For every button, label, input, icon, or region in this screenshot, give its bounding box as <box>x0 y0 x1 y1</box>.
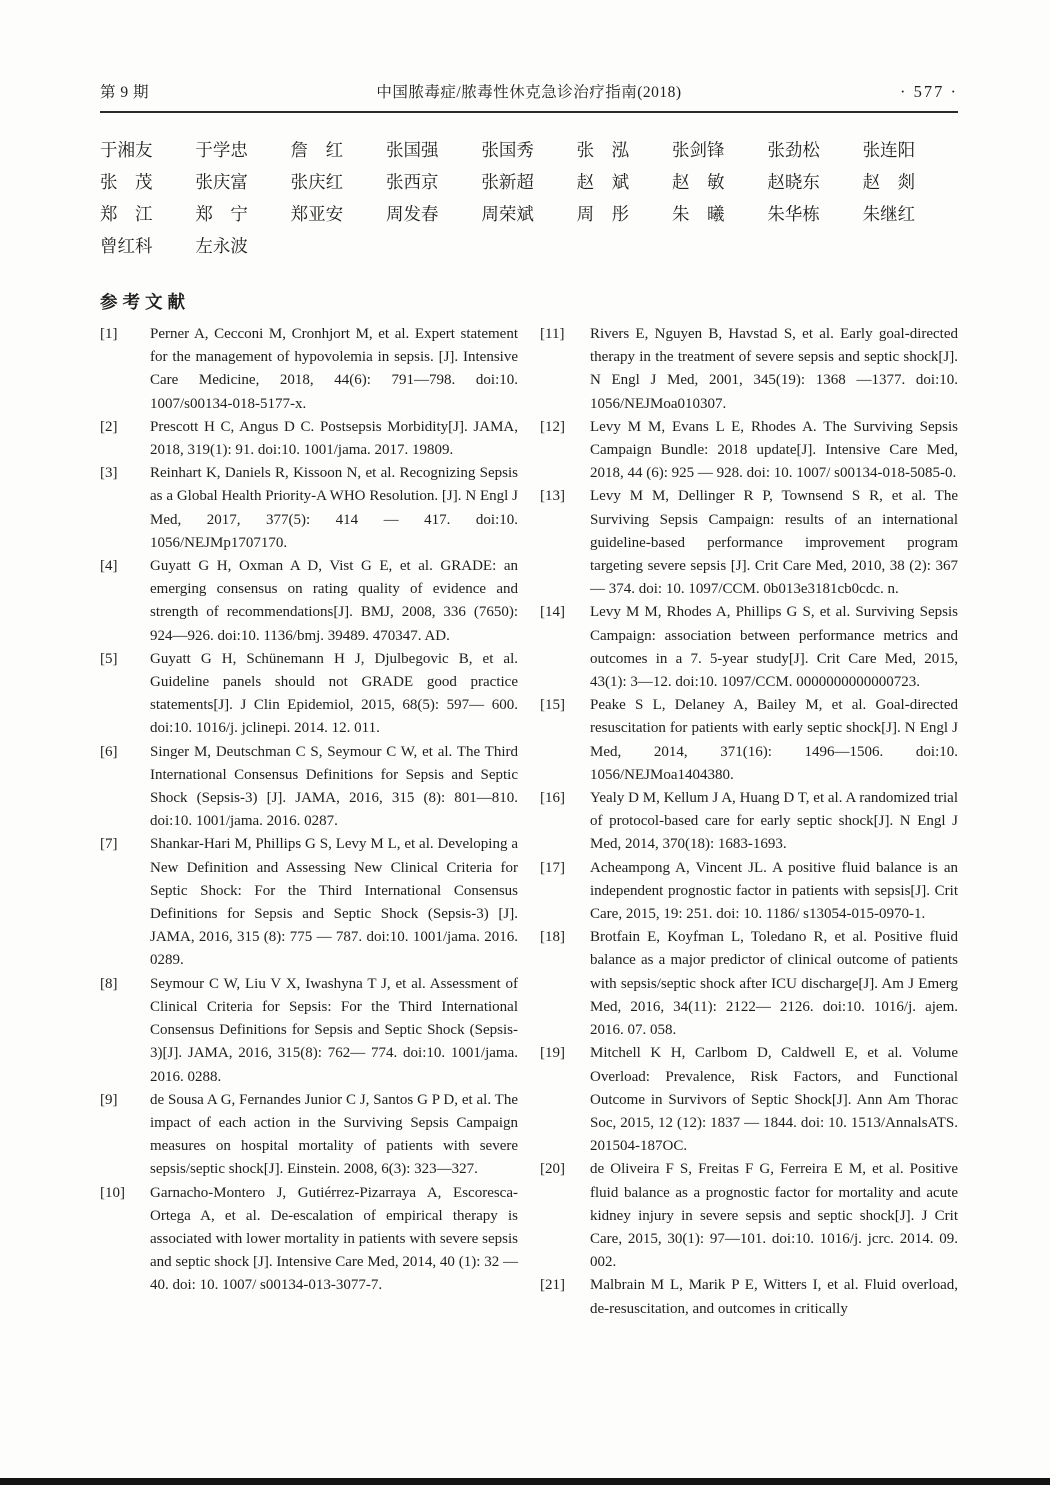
reference-text: Brotfain E, Koyfman L, Toledano R, et al. Positive fluid balance as a major predictor of clinical outcome of patients with sepsis/septic shock after ICU discharge[J]. Am J Emerg Med, 2016, 34(11): 2122— 2126. doi:10. 1016/j. ajem. 2016. 07. 058. <box>590 929 958 1039</box>
reference-item <box>100 555 518 648</box>
author-name: 张新超 <box>481 172 534 192</box>
reference-number: [13] <box>540 488 565 505</box>
author-name: 詹 红 <box>290 140 344 160</box>
reference-item <box>540 926 958 1042</box>
author-name: 于湘友 <box>100 140 153 160</box>
author-name: 朱华栋 <box>767 204 820 224</box>
author-name: 张庆富 <box>195 172 248 192</box>
reference-number: [18] <box>540 929 565 946</box>
reference-text: Singer M, Deutschman C S, Seymour C W, et al. The Third International Consensus Definitions for Sepsis and Septic Shock (Sepsis-3) [J]. JAMA, 2016, 315 (8): 801—810. doi:10. 1001/jama. 2016. 0287. <box>150 743 518 830</box>
reference-item <box>100 462 518 555</box>
references-column-right <box>540 323 958 1321</box>
references-heading: 参考文献 <box>100 292 190 312</box>
author-name: 张劲松 <box>767 140 820 160</box>
reference-number: [9] <box>100 1091 118 1108</box>
reference-number: [15] <box>540 697 565 714</box>
reference-number: [2] <box>100 418 118 435</box>
reference-number: [5] <box>100 650 118 667</box>
reference-number: [14] <box>540 604 565 621</box>
reference-number: [12] <box>540 418 565 435</box>
reference-item <box>100 323 518 416</box>
reference-item <box>540 787 958 857</box>
reference-text: Peake S L, Delaney A, Bailey M, et al. Goal-directed resuscitation for patients with early septic shock[J]. N Engl J Med, 2014, 371(16): 1496—1506. doi:10. 1056/NEJMoa1404380. <box>590 697 958 783</box>
reference-item <box>540 601 958 694</box>
reference-text: Mitchell K H, Carlbom D, Caldwell E, et al. Volume Overload: Prevalence, Risk Factors, and Functional Outcome in Survivors of Septic Shock[J]. Ann Am Thorac Soc, 2015, 12 (12): 1837 — 1844. doi: 10. 1513/AnnalsATS. 201504-187OC. <box>590 1045 958 1155</box>
reference-item <box>100 648 518 741</box>
reference-text: de Oliveira F S, Freitas F G, Ferreira E M, et al. Positive fluid balance as a prognostic factor for mortality and acute kidney injury in severe sepsis and septic shock[J]. J Crit Care, 2015, 30(1): 97—101. doi:10. 1016/j. jcrc. 2014. 09. 002. <box>590 1161 958 1271</box>
reference-number: [3] <box>100 465 118 482</box>
author-name: 赵 斌 <box>576 172 630 192</box>
scan-edge-bar <box>0 1478 1050 1485</box>
author-name: 周荣斌 <box>481 204 534 224</box>
reference-item <box>100 973 518 1089</box>
reference-text: Levy M M, Evans L E, Rhodes A. The Surviving Sepsis Campaign Bundle: 2018 update[J]. Intensive Care Med, 2018, 44 (6): 925 — 928. doi: 10. 1007/ s00134-018-5085-0. <box>590 418 958 482</box>
author-name: 曾红科 <box>100 236 153 256</box>
reference-text: de Sousa A G, Fernandes Junior C J, Santos G P D, et al. The impact of each action in the Surviving Sepsis Campaign measures on hospital mortality of patients with severe sepsis/septic shock[J]. Einstein. 2008, 6(3): 323—327. <box>150 1091 518 1178</box>
journal-title: 中国脓毒症/脓毒性休克急诊治疗指南(2018) <box>376 84 682 101</box>
reference-item <box>540 694 958 787</box>
reference-text: Malbrain M L, Marik P E, Witters I, et al. Fluid overload, de-resuscitation, and outcomes in critically <box>590 1277 958 1317</box>
reference-item <box>540 857 958 927</box>
reference-number: [19] <box>540 1045 565 1062</box>
author-name: 张国秀 <box>481 140 534 160</box>
issue-label: 第 9 期 <box>100 84 150 101</box>
author-name: 于学忠 <box>195 140 248 160</box>
reference-text: Perner A, Cecconi M, Cronhjort M, et al. Expert statement for the management of hypovolemia in sepsis. [J]. Intensive Care Medicine, 2018, 44(6): 791—798. doi:10. 1007/s00134-018-5177-x. <box>150 326 518 412</box>
reference-item <box>540 485 958 601</box>
author-name: 赵晓东 <box>767 172 820 192</box>
references-column-left <box>100 323 518 1321</box>
authors-grid <box>100 140 958 257</box>
reference-text: Seymour C W, Liu V X, Iwashyna T J, et al. Assessment of Clinical Criteria for Sepsis: For the Third International Consensus Definitions for Sepsis and Septic Shock (Sepsis-3)[J]. JAMA, 2016, 315(8): 762— 774. doi:10. 1001/jama. 2016. 0288. <box>150 975 518 1085</box>
reference-item <box>540 416 958 486</box>
reference-text: Levy M M, Dellinger R P, Townsend S R, et al. The Surviving Sepsis Campaign: results of an international guideline-based performance improvement program targeting severe sepsis [J]. Crit Care Med, 2010, 38 (2): 367 — 374. doi: 10. 1097/CCM. 0b013e3181cb0cdc. n. <box>590 488 958 598</box>
author-name: 郑 江 <box>100 204 153 224</box>
reference-text: Yealy D M, Kellum J A, Huang D T, et al. A randomized trial of protocol-based care for early septic shock[J]. N Engl J Med, 2014, 370(18): 1683-1693. <box>590 790 958 853</box>
author-name: 朱继红 <box>862 204 916 224</box>
reference-text: Acheampong A, Vincent JL. A positive fluid balance is an independent prognostic factor in patients with sepsis[J]. Crit Care, 2015, 19: 251. doi: 10. 1186/ s13054-015-0970-1. <box>590 859 958 923</box>
references-columns <box>100 323 958 1321</box>
author-name: 郑 宁 <box>195 204 248 224</box>
author-name: 左永波 <box>195 236 248 256</box>
page-number: · 577 · <box>900 82 958 101</box>
reference-number: [8] <box>100 975 118 992</box>
reference-item <box>100 741 518 834</box>
reference-number: [21] <box>540 1277 565 1294</box>
reference-item <box>540 1042 958 1158</box>
reference-number: [16] <box>540 790 565 807</box>
author-name: 赵 剡 <box>862 172 916 192</box>
reference-number: [4] <box>100 558 118 575</box>
author-name: 张国强 <box>386 140 439 160</box>
reference-text: Guyatt G H, Schünemann H J, Djulbegovic B, et al. Guideline panels should not GRADE good practice statements[J]. J Clin Epidemiol, 2015, 68(5): 597— 600. doi:10. 1016/j. jclinepi. 2014. 12. 011. <box>150 650 518 737</box>
author-name: 张庆红 <box>290 172 344 192</box>
reference-text: Rivers E, Nguyen B, Havstad S, et al. Early goal-directed therapy in the treatment of severe sepsis and septic shock[J]. N Engl J Med, 2001, 345(19): 1368 —1377. doi:10. 1056/NEJMoa010307. <box>590 326 958 412</box>
reference-number: [7] <box>100 836 118 853</box>
reference-item <box>540 323 958 416</box>
author-name: 周 彤 <box>576 204 630 224</box>
reference-text: Shankar-Hari M, Phillips G S, Levy M L, et al. Developing a New Definition and Assessing New Clinical Criteria for Septic Shock: For the Third International Consensus Definitions for Sepsis and Septic Shock (Sepsis-3) [J]. JAMA, 2016, 315 (8): 775 — 787. doi:10. 1001/jama. 2016. 0289. <box>150 836 518 969</box>
author-name: 张连阳 <box>862 140 916 160</box>
reference-number: [1] <box>100 326 118 342</box>
reference-item <box>100 1089 518 1182</box>
author-name: 张 泓 <box>576 140 630 160</box>
reference-number: [11] <box>540 326 565 342</box>
author-name: 朱 曦 <box>672 204 725 224</box>
author-name: 郑亚安 <box>290 204 344 224</box>
reference-text: Garnacho-Montero J, Gutiérrez-Pizarraya A, Escoresca-Ortega A, et al. De-escalation of empirical therapy is associated with lower mortality in patients with severe sepsis and septic shock [J]. Intensive Care Med, 2014, 40 (1): 32 — 40. doi: 10. 1007/ s00134-013-3077-7. <box>150 1184 518 1294</box>
reference-text: Prescott H C, Angus D C. Postsepsis Morbidity[J]. JAMA, 2018, 319(1): 91. doi:10. 1001/jama. 2017. 19809. <box>150 418 518 459</box>
author-name: 张剑锋 <box>672 140 725 160</box>
reference-item <box>540 1274 958 1320</box>
reference-text: Guyatt G H, Oxman A D, Vist G E, et al. GRADE: an emerging consensus on rating quality of evidence and strength of recommendations[J]. BMJ, 2008, 336 (7650): 924—926. doi:10. 1136/bmj. 39489. 470347. AD. <box>150 558 518 644</box>
author-name: 赵 敏 <box>672 172 725 192</box>
page-header <box>100 80 958 102</box>
header-rule <box>100 111 958 113</box>
reference-item <box>540 1158 958 1274</box>
reference-item <box>100 416 518 462</box>
reference-item <box>100 833 518 972</box>
reference-text: Reinhart K, Daniels R, Kissoon N, et al. Recognizing Sepsis as a Global Health Priority-A WHO Resolution. [J]. N Engl J Med, 2017, 377(5): 414 — 417. doi:10. 1056/NEJMp1707170. <box>150 465 518 551</box>
reference-number: [17] <box>540 859 565 876</box>
reference-number: [20] <box>540 1161 565 1178</box>
reference-number: [6] <box>100 743 118 760</box>
reference-text: Levy M M, Rhodes A, Phillips G S, et al. Surviving Sepsis Campaign: association between performance metrics and outcomes in a 7. 5-year study[J]. Crit Care Med, 2015, 43(1): 3—12. doi:10. 1097/CCM. 0000000000000723. <box>590 604 958 691</box>
author-name: 张西京 <box>386 172 439 192</box>
author-name: 张 茂 <box>100 172 153 192</box>
page-content <box>100 80 958 1321</box>
author-name: 周发春 <box>386 204 439 224</box>
reference-number: [10] <box>100 1184 125 1201</box>
reference-item <box>100 1182 518 1298</box>
